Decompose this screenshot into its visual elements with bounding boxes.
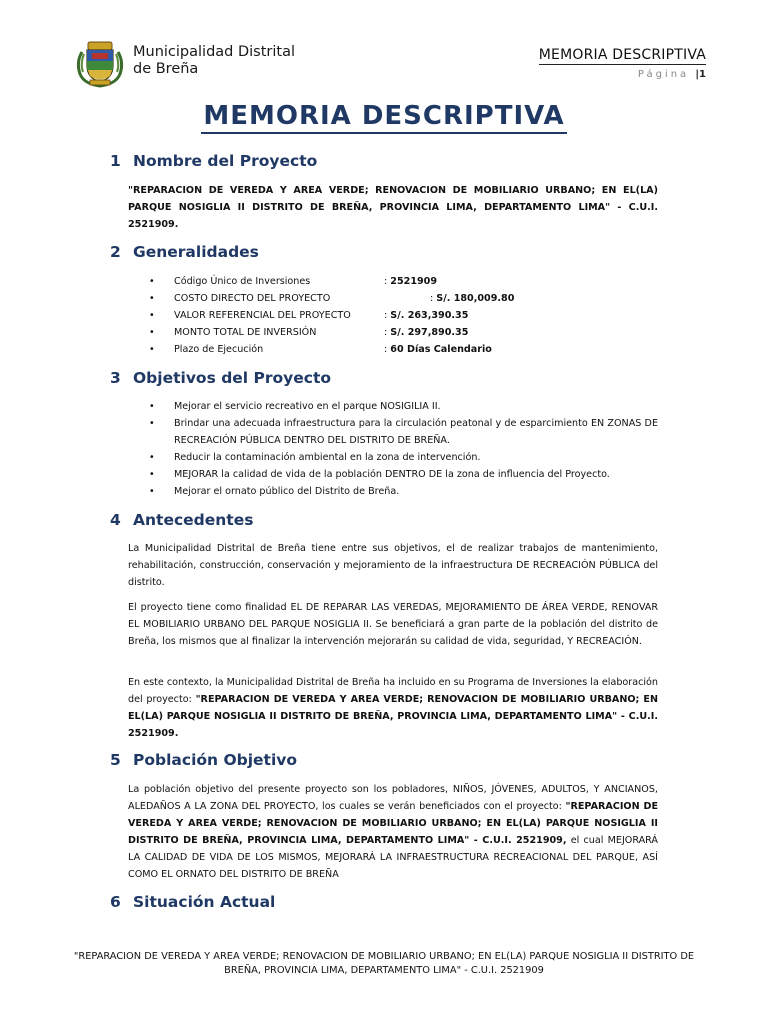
- section-heading-6: 6 Situación Actual: [110, 893, 276, 911]
- list-item: • MEJORAR la calidad de vida de la población DENTRO DE la zona de influencia del Proyecto.: [128, 466, 658, 483]
- organization-name-line2: de Breña: [133, 61, 199, 77]
- footer-line1: "REPARACION DE VEREDA Y AREA VERDE; RENOVACION DE MOBILIARIO URBANO; EN EL(LA) PARQUE NOSIGLIA II DISTRITO DE: [73, 951, 695, 962]
- footer-line2: BREÑA, PROVINCIA LIMA, DEPARTAMENTO LIMA" - C.U.I. 2521909: [224, 965, 544, 976]
- list-item: • Plazo de Ejecución : 60 Días Calendario: [128, 341, 658, 358]
- section-heading-5: 5 Población Objetivo: [110, 751, 298, 769]
- page-word: Página: [637, 69, 690, 80]
- background-paragraph-3: En este contexto, la Municipalidad Distrital de Breña ha incluido en su Programa de Inversiones la elaboración del proyecto: "REPARACION DE VEREDA Y AREA VERDE; RENOVACION DE MOBILIARIO URBANO; EN EL(LA) PARQUE NOSIGLIA II DISTRITO DE BREÑA, PROVINCIA LIMA, DEPARTAMENTO LIMA" - C.U.I. 2521909.: [128, 677, 658, 739]
- page-separator: |: [695, 69, 700, 80]
- organization-name-line1: Municipalidad Distrital: [133, 44, 295, 60]
- list-item: • Mejorar el ornato público del Distrito de Breña.: [128, 483, 658, 500]
- list-item: • COSTO DIRECTO DEL PROYECTO : S/. 180,009.80: [128, 290, 658, 307]
- list-item: • Reducir la contaminación ambiental en la zona de intervención.: [128, 449, 658, 466]
- objectives-list: [128, 398, 658, 500]
- section-heading-3: 3 Objetivos del Proyecto: [110, 369, 332, 387]
- page-number: 1: [699, 69, 706, 80]
- background-paragraph-1: La Municipalidad Distrital de Breña tiene entre sus objetivos, el de realizar trabajos de mantenimiento, rehabilitación, construcción, conservación y mejoramiento de la infraestructura DE RECREACIÓN PÚBLICA del distrito.: [128, 543, 658, 588]
- list-item: • VALOR REFERENCIAL DEL PROYECTO : S/. 263,390.35: [128, 307, 658, 324]
- organization-name: [133, 44, 295, 78]
- generalities-list: [128, 273, 658, 358]
- list-item: • Mejorar el servicio recreativo en el parque NOSIGILIA II.: [128, 398, 658, 415]
- section-heading-2: 2 Generalidades: [110, 243, 259, 261]
- page-indicator: [638, 69, 706, 80]
- section-heading-4: 4 Antecedentes: [110, 511, 254, 529]
- section-heading-1: 1 Nombre del Proyecto: [110, 152, 318, 170]
- list-item: • MONTO TOTAL DE INVERSIÓN : S/. 297,890.35: [128, 324, 658, 341]
- project-name-text: "REPARACION DE VEREDA Y AREA VERDE; RENOVACION DE MOBILIARIO URBANO; EN EL(LA) PARQUE NOSIGLIA II DISTRITO DE BREÑA, PROVINCIA LIMA, DEPARTAMENTO LIMA" - C.U.I. 2521909.: [128, 185, 658, 230]
- municipal-coat-of-arms-icon: [74, 38, 126, 88]
- document-title: MEMORIA DESCRIPTIVA: [0, 101, 768, 131]
- target-population-paragraph: La población objetivo del presente proyecto son los pobladores, NIÑOS, JÓVENES, ADULTOS, Y ANCIANOS, ALEDAÑOS A LA ZONA DEL PROYECTO, los cuales se verán beneficiados con el proyecto: "REPARACION DE VEREDA Y AREA VERDE; RENOVACION DE MOBILIARIO URBANO; EN EL(LA) PARQUE NOSIGLIA II DISTRITO DE BREÑA, PROVINCIA LIMA, DEPARTAMENTO LIMA" - C.U.I. 2521909, el cual MEJORARÁ LA CALIDAD DE VIDA DE LOS MISMOS, MEJORARÁ LA INFRAESTRUCTURA RECREACIONAL DEL PARQUE, ASÍ COMO EL ORNATO DEL DISTRITO DE BREÑA: [128, 784, 659, 880]
- header-document-label: MEMORIA DESCRIPTIVA: [538, 47, 706, 63]
- list-item: • Código Único de Inversiones : 2521909: [128, 273, 658, 290]
- page-footer: [40, 950, 728, 978]
- list-item: • Brindar una adecuada infraestructura para la circulación peatonal y de esparcimiento EN ZONAS DE RECREACIÓN PÚBLICA DENTRO DEL DISTRITO DE BREÑA.: [128, 415, 658, 449]
- background-paragraph-2: El proyecto tiene como finalidad EL DE REPARAR LAS VEREDAS, MEJORAMIENTO DE ÁREA VERDE, RENOVAR EL MOBILIARIO URBANO DEL PARQUE NOSIGLIA II. Se beneficiará a gran parte de la población del distrito de Breña, los mismos que al finalizar la intervención mejorarán su calidad de vida, seguridad, Y RECREACIÓN.: [128, 602, 658, 647]
